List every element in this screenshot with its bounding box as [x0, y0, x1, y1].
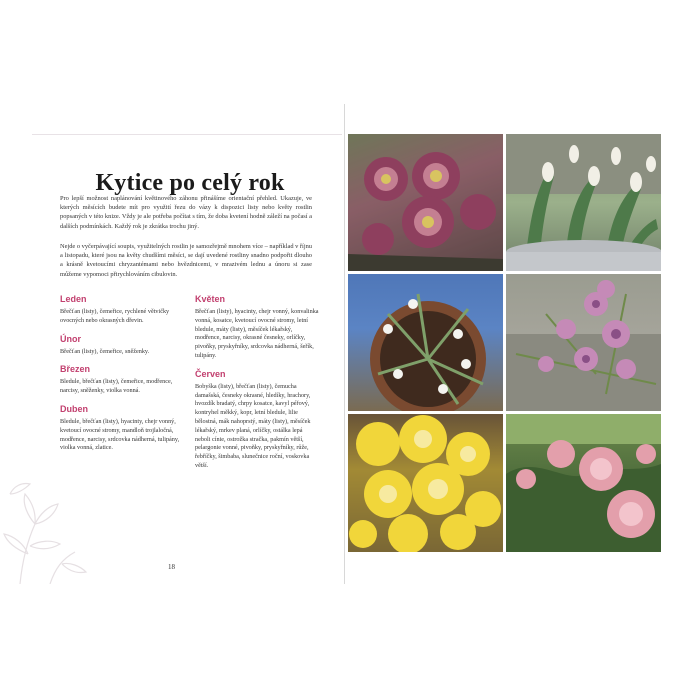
hellebore-photo-icon	[348, 134, 503, 271]
month-heading-duben: Duben	[60, 403, 88, 414]
book-spread	[0, 104, 690, 584]
page-title: Kytice po celý rok	[95, 170, 285, 197]
month-plants-cerven: Bobyška (listy), břečťan (listy), čemucha damašská, česneky okrasné, hledíky, hrachory, hvozdík bradatý, chrpy kosatce, kavyl péřový, kontryhel měkký, kopr, letní bledule, lilie bělostná, mák nahoprstý, máty (listy), měsíček lékařský, mrkev planá, orlíčky, ostálka lepá neboli cínie, ostrožka stračka, pakmín větší, pelargonie vonné, pivoňky, pryskyřníky, růže, řebříčky, šimbaba, slunečnice roční, voskovka větší.	[195, 382, 311, 469]
peony-photo-icon	[506, 414, 661, 552]
months-column-right	[195, 294, 319, 479]
right-page-photo-grid	[345, 104, 690, 584]
intro-paragraph-2: Nejde o vyčerpávající soupis, využitelných rostlin je samozřejmě mnohem více – například v říjnu a listopadu, které jsou na květy chudšími měsíci, se dají uvedené rostliny snadno podpořit dlouho a krásně kvetoucími chryzantémami nebo hvězdnicemi, v mrazivém lednu a únoru si zase můžeme vypomoci přirychlováním cibulovin.	[60, 243, 313, 278]
snowdrop-photo-icon	[348, 274, 503, 411]
photo-snowdrops-pot	[348, 274, 503, 411]
month-heading-unor: Únor	[60, 333, 81, 344]
month-heading-kveten: Květen	[195, 294, 226, 304]
months-column-left	[60, 294, 184, 461]
tulip-photo-icon	[506, 134, 661, 271]
month-heading-leden: Leden	[60, 294, 87, 304]
photo-daffodils	[348, 414, 503, 552]
month-heading-brezen: Březen	[60, 364, 91, 375]
left-page	[0, 104, 344, 584]
month-plants-duben: Bledule, břečťan (listy), hyacinty, chejr vonný, kvetoucí ovocné stromy, mandloň trojlaločná, modřence, narcisy, srdcovka nádherná, tulipány, violka vonná, zlatice.	[60, 417, 180, 452]
photo-hellebores	[348, 134, 503, 271]
month-plants-leden: Břečťan (listy), čemeřice, rychlené větvičky ovocných nebo okrasných dřevin.	[60, 308, 170, 324]
intro-paragraph-1: Pro lepší možnost naplánování květinového záhonu přinášíme orientační přehled. Ukazuje, ve kterých měsících budete mít pro využití řezu do vázy k dispozici listy nebo květy rostlin popsaných v této knize. Vždy je ale potřeba počítat s tím, že doba kvetení hodně záleží na počasí a dalších podmínkách. Každý rok je zkrátka trochu jiný.	[60, 195, 312, 230]
month-plants-unor: Břečťan (listy), čemeřice, sněženky.	[60, 347, 150, 355]
daffodil-photo-icon	[348, 414, 503, 552]
botanical-line-art-icon	[0, 474, 90, 584]
month-plants-brezen: Bledule, břečťan (listy), čemeřice, modřence, narcisy, sněženky, violka vonná.	[60, 378, 173, 395]
month-heading-cerven: Červen	[195, 368, 226, 379]
pink-flower-photo-icon	[506, 274, 661, 411]
page-number: 18	[168, 563, 175, 571]
photo-peonies	[506, 414, 661, 552]
month-plants-kveten: Břečťan (listy), hyacinty, chejr vonný, konvalinka vonná, kosatce, kvetoucí ovocné stromy, letní bledule, máty (listy), měsíček lékařský, modřence, narcisy, okrasné česneky, orlíčky, pivoňky, pryskyřníky, srdcovka nádherná, šeřík, tulipány.	[195, 308, 319, 359]
photo-pink-flowers	[506, 274, 661, 411]
photo-tulips-pot	[506, 134, 661, 271]
